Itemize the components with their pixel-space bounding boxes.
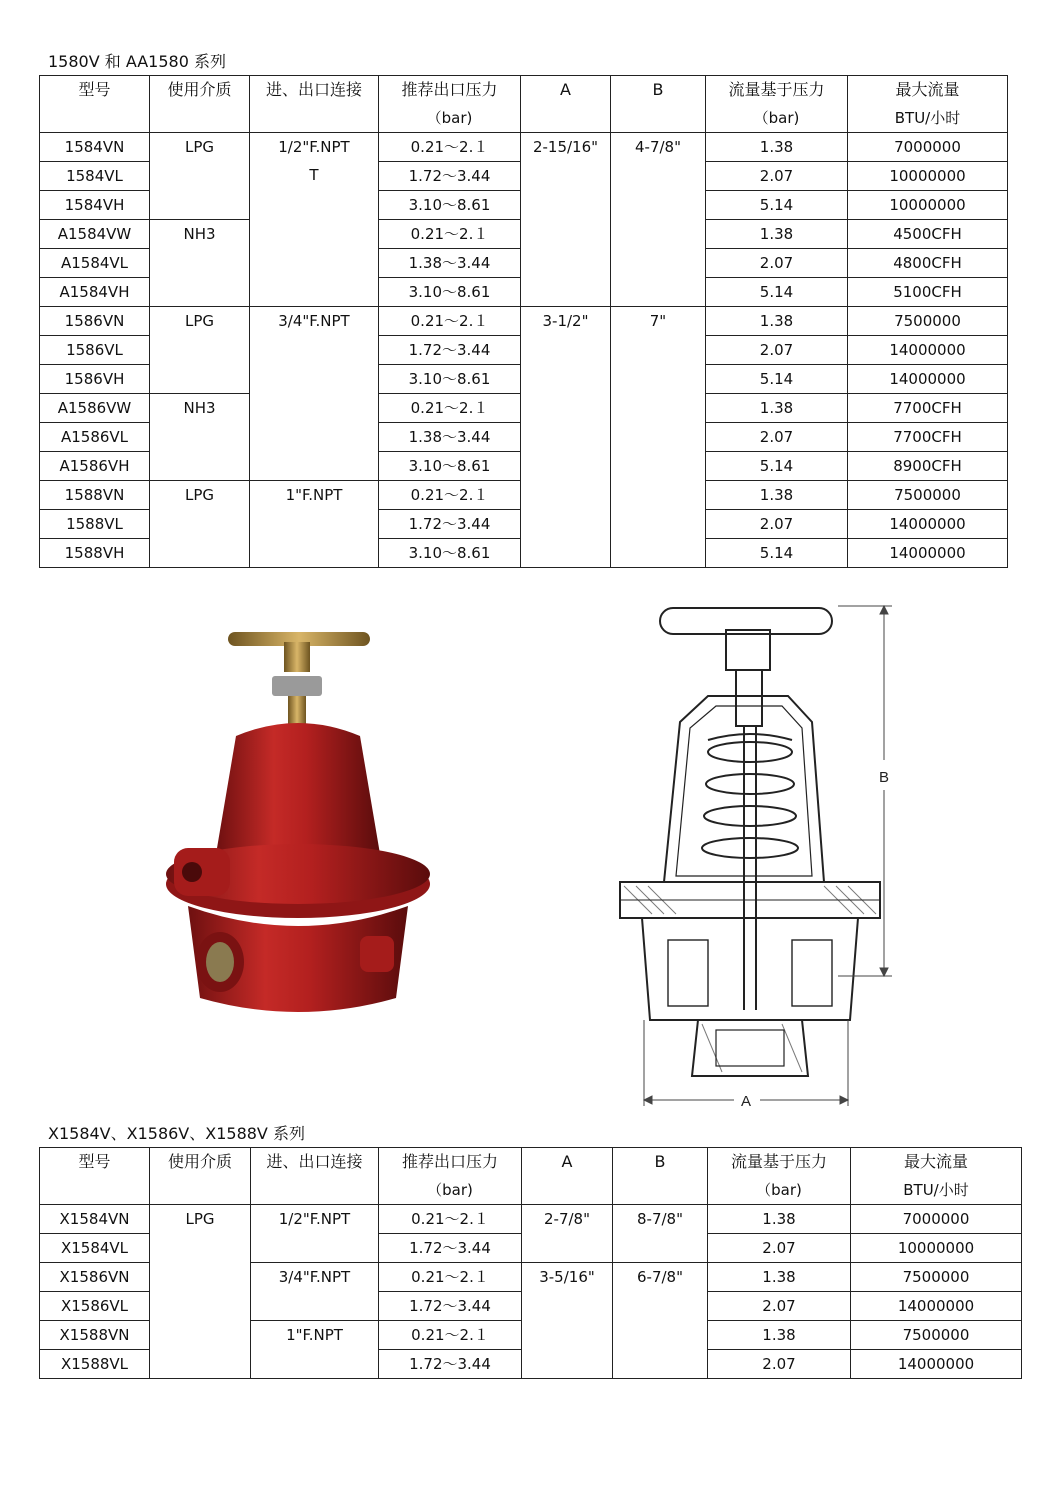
pressure-cell: 1.72～3.44 [379, 336, 521, 365]
table1-header-flow-pressure: 流量基于压力 （bar) [706, 76, 848, 133]
flow-pressure-cell: 5.14 [706, 452, 848, 481]
pressure-cell: 0.21～2.１ [379, 394, 521, 423]
model-cell: 1586VL [40, 336, 150, 365]
max-flow-cell: 7500000 [851, 1321, 1022, 1350]
model-cell: X1586VL [40, 1292, 150, 1321]
connection-cell: 1/2"F.NPT T [250, 133, 379, 307]
dimension-b-label: B [878, 769, 890, 786]
flow-pressure-cell: 1.38 [706, 481, 848, 510]
flow-pressure-cell: 2.07 [706, 510, 848, 539]
table1-header-b: B [611, 76, 706, 133]
table2-header-b: B [613, 1148, 708, 1205]
max-flow-cell: 7700CFH [848, 394, 1008, 423]
model-cell: 1588VN [40, 481, 150, 510]
max-flow-cell: 7700CFH [848, 423, 1008, 452]
dimension-a-label: A [740, 1093, 752, 1110]
table2-header-a: A [522, 1148, 613, 1205]
pressure-cell: 0.21～2.１ [379, 307, 521, 336]
flow-pressure-cell: 2.07 [706, 423, 848, 452]
regulator-cross-section-drawing [612, 600, 902, 1112]
table1-header-connection: 进、出口连接 [250, 76, 379, 133]
table2-header-connection: 进、出口连接 [251, 1148, 379, 1205]
regulator-photo [160, 626, 436, 1036]
flow-pressure-cell: 1.38 [708, 1205, 851, 1234]
table1-header-medium: 使用介质 [150, 76, 250, 133]
table-row [40, 1205, 1022, 1234]
pressure-cell: 1.38～3.44 [379, 249, 521, 278]
flow-pressure-cell: 1.38 [706, 394, 848, 423]
table2-header-model: 型号 [40, 1148, 150, 1205]
flow-pressure-cell: 2.07 [706, 249, 848, 278]
flow-pressure-cell: 1.38 [706, 133, 848, 162]
flow-pressure-cell: 2.07 [708, 1350, 851, 1379]
max-flow-cell: 4800CFH [848, 249, 1008, 278]
model-cell: A1584VH [40, 278, 150, 307]
max-flow-cell: 7000000 [851, 1205, 1022, 1234]
model-cell: 1586VH [40, 365, 150, 394]
max-flow-cell: 7500000 [851, 1263, 1022, 1292]
dimension-a-cell: 3-5/16" [522, 1263, 613, 1379]
connection-cell: 1"F.NPT [251, 1321, 379, 1379]
table1-header-a: A [521, 76, 611, 133]
flow-pressure-cell: 2.07 [708, 1292, 851, 1321]
table1-header-max-flow: 最大流量 BTU/小时 [848, 76, 1008, 133]
pressure-cell: 0.21～2.１ [379, 1321, 522, 1350]
max-flow-cell: 14000000 [848, 539, 1008, 568]
max-flow-cell: 4500CFH [848, 220, 1008, 249]
max-flow-cell: 10000000 [851, 1234, 1022, 1263]
model-cell: X1586VN [40, 1263, 150, 1292]
pressure-cell: 0.21～2.１ [379, 1263, 522, 1292]
model-cell: A1586VW [40, 394, 150, 423]
connection-cell: 3/4"F.NPT [250, 307, 379, 481]
pressure-cell: 3.10～8.61 [379, 365, 521, 394]
flow-pressure-cell: 1.38 [708, 1263, 851, 1292]
table2-header-pressure: 推荐出口压力 （bar) [379, 1148, 522, 1205]
flow-pressure-cell: 5.14 [706, 539, 848, 568]
model-cell: X1584VN [40, 1205, 150, 1234]
medium-cell: NH3 [150, 220, 250, 307]
pressure-cell: 0.21～2.１ [379, 1205, 522, 1234]
table2-header-max-flow: 最大流量 BTU/小时 [851, 1148, 1022, 1205]
model-cell: 1584VN [40, 133, 150, 162]
flow-pressure-cell: 2.07 [706, 336, 848, 365]
model-cell: 1584VL [40, 162, 150, 191]
dimension-b-cell: 4-7/8" [611, 133, 706, 307]
connection-cell: 1"F.NPT [250, 481, 379, 568]
max-flow-cell: 5100CFH [848, 278, 1008, 307]
medium-cell: NH3 [150, 394, 250, 481]
pressure-cell: 1.72～3.44 [379, 1292, 522, 1321]
table-row [40, 133, 1008, 162]
flow-pressure-cell: 5.14 [706, 191, 848, 220]
model-cell: A1584VW [40, 220, 150, 249]
pressure-cell: 1.38～3.44 [379, 423, 521, 452]
table2-header-row [40, 1148, 1022, 1205]
max-flow-cell: 14000000 [851, 1292, 1022, 1321]
model-cell: A1584VL [40, 249, 150, 278]
model-cell: A1586VH [40, 452, 150, 481]
max-flow-cell: 10000000 [848, 191, 1008, 220]
max-flow-cell: 7500000 [848, 307, 1008, 336]
max-flow-cell: 8900CFH [848, 452, 1008, 481]
pressure-cell: 3.10～8.61 [379, 539, 521, 568]
model-cell: 1588VL [40, 510, 150, 539]
model-cell: X1588VN [40, 1321, 150, 1350]
max-flow-cell: 7500000 [848, 481, 1008, 510]
pressure-cell: 1.72～3.44 [379, 1350, 522, 1379]
connection-cell: 1/2"F.NPT [251, 1205, 379, 1263]
pressure-cell: 3.10～8.61 [379, 191, 521, 220]
dimension-b-cell: 6-7/8" [613, 1263, 708, 1379]
table2-spec-table [39, 1147, 1022, 1379]
medium-cell: LPG [150, 133, 250, 220]
model-cell: 1586VN [40, 307, 150, 336]
connection-cell: 3/4"F.NPT [251, 1263, 379, 1321]
table1-spec-table [39, 75, 1008, 568]
dimension-a-cell: 2-15/16" [521, 133, 611, 307]
model-cell: A1586VL [40, 423, 150, 452]
model-cell: 1588VH [40, 539, 150, 568]
pressure-cell: 1.72～3.44 [379, 162, 521, 191]
model-cell: X1588VL [40, 1350, 150, 1379]
max-flow-cell: 14000000 [851, 1350, 1022, 1379]
pressure-cell: 1.72～3.44 [379, 1234, 522, 1263]
table2-header-medium: 使用介质 [150, 1148, 251, 1205]
max-flow-cell: 14000000 [848, 510, 1008, 539]
pressure-cell: 3.10～8.61 [379, 278, 521, 307]
table1-header-pressure: 推荐出口压力 （bar) [379, 76, 521, 133]
flow-pressure-cell: 1.38 [706, 220, 848, 249]
dimension-a-cell: 3-1/2" [521, 307, 611, 568]
pressure-cell: 0.21～2.１ [379, 481, 521, 510]
pressure-cell: 1.72～3.44 [379, 510, 521, 539]
medium-cell: LPG [150, 1205, 251, 1379]
pressure-cell: 0.21～2.１ [379, 220, 521, 249]
dimension-b-cell: 7" [611, 307, 706, 568]
max-flow-cell: 14000000 [848, 365, 1008, 394]
max-flow-cell: 14000000 [848, 336, 1008, 365]
flow-pressure-cell: 2.07 [706, 162, 848, 191]
table2-header-flow-pressure: 流量基于压力 （bar) [708, 1148, 851, 1205]
pressure-cell: 3.10～8.61 [379, 452, 521, 481]
dimension-a-cell: 2-7/8" [522, 1205, 613, 1263]
flow-pressure-cell: 2.07 [708, 1234, 851, 1263]
table1-caption: 1580V 和 AA1580 系列 [48, 52, 226, 71]
flow-pressure-cell: 5.14 [706, 278, 848, 307]
medium-cell: LPG [150, 481, 250, 568]
pressure-cell: 0.21～2.１ [379, 133, 521, 162]
table1-header-row [40, 76, 1008, 133]
flow-pressure-cell: 5.14 [706, 365, 848, 394]
dimension-b-cell: 8-7/8" [613, 1205, 708, 1263]
table2-caption: X1584V、X1586V、X1588V 系列 [48, 1124, 305, 1143]
model-cell: 1584VH [40, 191, 150, 220]
model-cell: X1584VL [40, 1234, 150, 1263]
medium-cell: LPG [150, 307, 250, 394]
table1-header-model: 型号 [40, 76, 150, 133]
flow-pressure-cell: 1.38 [708, 1321, 851, 1350]
table-row [40, 307, 1008, 336]
max-flow-cell: 7000000 [848, 133, 1008, 162]
flow-pressure-cell: 1.38 [706, 307, 848, 336]
max-flow-cell: 10000000 [848, 162, 1008, 191]
